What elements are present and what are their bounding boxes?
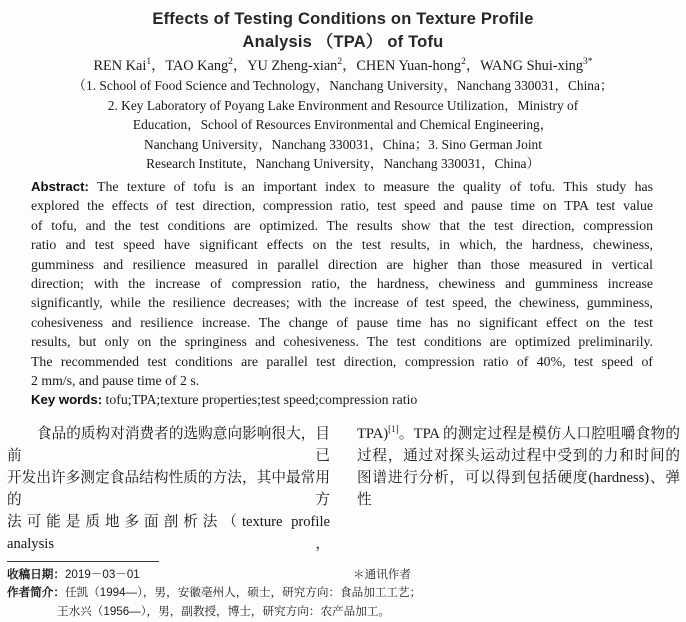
author: ，YU Zheng-xian$^2$ [232, 57, 343, 74]
abstract-line: direction; with the increase of compression ratio, the hardness, chewiness and gumminess increase [31, 276, 653, 291]
body-text-line: TPA)[1]。TPA 的测定过程是模仿人口腔咀嚼食物的 [357, 423, 680, 442]
author-bio-text: 任凯（1994—），男，安徽亳州人，硕士，研究方向：食品加工工艺； [64, 586, 422, 600]
body-text-line: 开发出许多测定食品结构性质的方法，其中最常用的方 [7, 469, 330, 508]
paper-title-line1: Effects of Testing Conditions on Texture Profile [152, 10, 534, 28]
author-superscript: 2 [228, 57, 233, 68]
abstract-line: Abstract: The texture of tofu is an important index to measure the quality of tofu. This study has [31, 178, 653, 194]
body-text-line: 图谱进行分析，可以得到包括硬度(hardness)、弹性 [357, 469, 680, 508]
abstract-line: of tofu, and the test conditions are optimized. The results show that the test direction, compression [31, 217, 653, 233]
author: ，WANG Shui-xing$^{3*}$ [465, 57, 593, 74]
affiliation-line: Nanchang University，Nanchang 330031，China；3. Sino German Joint [144, 136, 542, 152]
footnote-divider [7, 561, 159, 562]
footnote-received-line [7, 566, 686, 585]
abstract-section [31, 177, 653, 410]
abstract-line: results, but only on the springiness and cohesiveness. The test conditions are optimized preliminarily. [31, 334, 653, 350]
body-two-columns [7, 423, 680, 555]
footnote-bio-line [7, 603, 686, 622]
affiliations [0, 76, 686, 174]
abstract-line: 2 mm/s, and pause time of 2 s. [31, 373, 200, 389]
abstract-line: The recommended test conditions are parallel test direction, compression ratio of 40%, test speed of [31, 353, 653, 369]
affiliation-line: Education，School of Resources Environmental and Chemical Engineering， [132, 117, 554, 133]
body-right-column [357, 423, 680, 555]
abstract-line: ratio and test speed have significant effects on the test results, in which, the hardness, chewiness, [31, 237, 653, 253]
affiliation-line: Research Institute，Nanchang University，Nanchang 330031，China） [146, 156, 540, 172]
author: REN Kai$^1$ [93, 57, 152, 74]
body-text-line: 食品的质构对消费者的选购意向影响很大，目前已 [7, 425, 330, 464]
affiliation-line: 2. Key Laboratory of Poyang Lake Environment and Resource Utilization，Ministry of [107, 97, 579, 113]
author-line [0, 56, 686, 76]
abstract-label: Abstract: [31, 178, 89, 194]
affiliation-line: （1. School of Food Science and Technology，Nanchang University，Nanchang 330031，China； [72, 78, 614, 93]
keywords-text: tofu;TPA;texture properties;test speed;compression ratio [105, 392, 418, 408]
abstract-line: explored the effects of test direction, compression ratio, test speed and pause time on TPA test value [31, 198, 653, 214]
abstract-line: cohesiveness and resilience increase. The change of pause time has no significant effect on the test [31, 314, 653, 330]
author-bio-text: 王水兴（1956—），男，副教授，博士，研究方向：农产品加工。 [57, 605, 391, 619]
abstract-line: significantly, while the resilience decreases; with the increase of test speed, the chewiness, gumminess, [31, 295, 653, 311]
paper-title [0, 8, 686, 54]
footnote-section [7, 561, 686, 622]
corresponding-author-note: ＊通讯作者 [353, 567, 411, 581]
author: ，CHEN Yuan-hong$^2$ [342, 57, 466, 74]
author-superscript: 2 [461, 57, 466, 68]
received-date-value: 2019－03－01 [64, 567, 140, 581]
author-superscript: 1 [146, 57, 152, 68]
body-text-line: 过程，通过对探头运动过程中受到的力和时间的 [357, 447, 680, 464]
body-text-line: 法可能是质地多面剖析法（texture profile analysis， [7, 513, 330, 552]
keywords-label: Key words: [31, 392, 103, 408]
received-date-label: 收稿日期： [7, 567, 65, 581]
keywords-line [31, 390, 653, 409]
column-gap [330, 423, 357, 555]
citation-superscript: [1] [388, 423, 399, 434]
author: ，TAO Kang$^2$ [151, 57, 233, 74]
paper-title-line2: Analysis （TPA） of Tofu [242, 33, 444, 51]
author-bio-label: 作者简介： [7, 586, 65, 600]
footnote-bio-line [7, 584, 686, 603]
abstract-line: gumminess and resilience measured in parallel direction are higher than those measured in vertical [31, 256, 653, 272]
body-left-column [7, 423, 330, 555]
author-superscript: 3* [582, 57, 593, 68]
author-superscript: 2 [337, 57, 343, 68]
